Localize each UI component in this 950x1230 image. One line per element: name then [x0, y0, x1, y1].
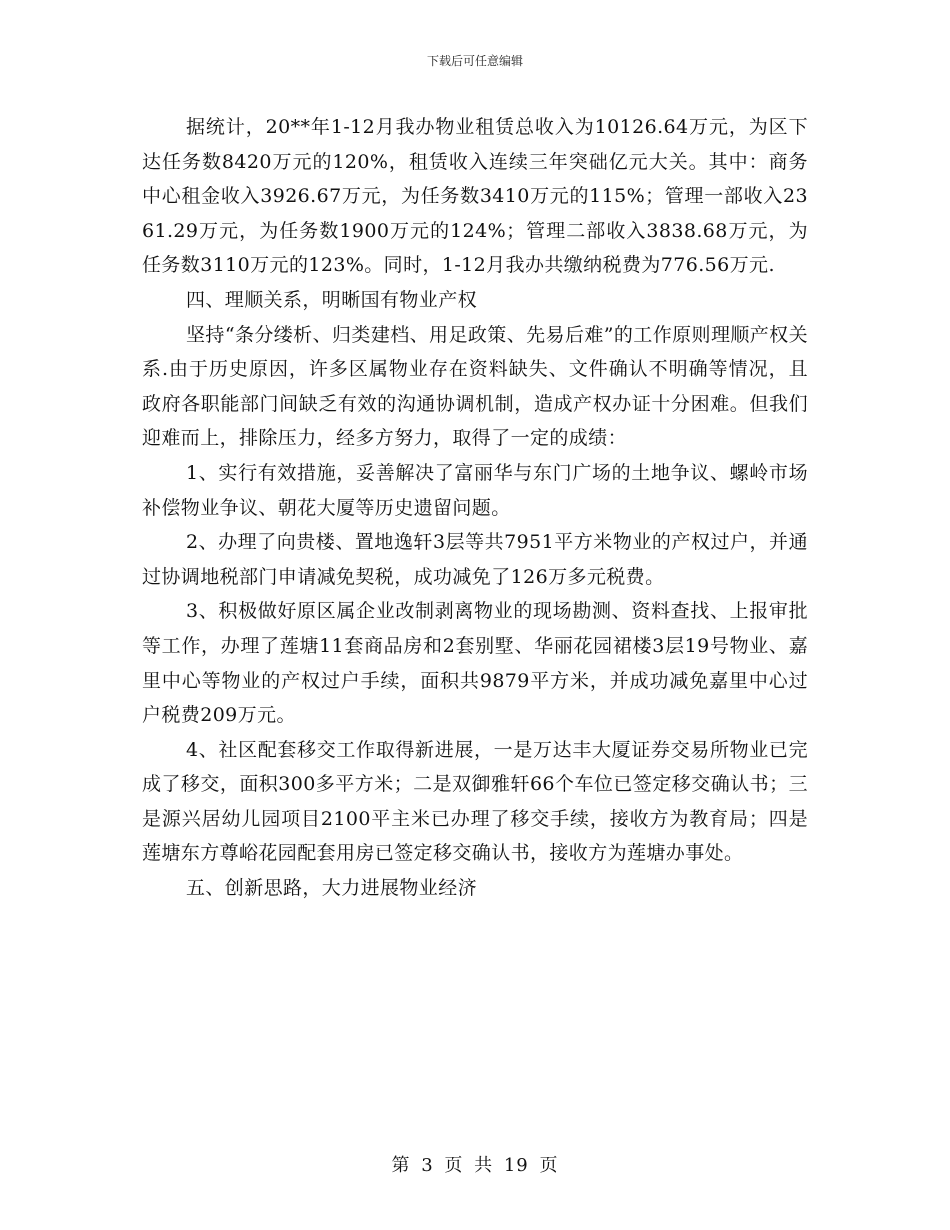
section-heading-property-rights: 四、理顺关系，明晰国有物业产权	[186, 288, 478, 311]
page-header: 下载后可任意编辑	[426, 54, 523, 68]
paragraph-rental-statistics: 据统计，20**年1-12月我办物业租赁总收入为10126.64万元，为区下达任务数8420万元的120%，租赁收入连续三年突础亿元大关。其中：商务中心租金收入3926.67万元，为任务数3410万元的115%；管理一部收入2361.29万元，为任务数1900万元的124%；管理二部收入3838.68万元，为任务数3110万元的123%。同时，1-12月我办共缴纳税费为776.56万元.	[142, 116, 808, 277]
section-heading-property-economy: 五、创新思路，大力进展物业经济	[186, 877, 478, 900]
list-item-4: 4、社区配套移交工作取得新进展，一是万达丰大厦证券交易所物业已完成了移交，面积300多平方米；二是双御雅轩66个车位已签定移交确认书；三是源兴居幼儿园项目2100平主米已办理了移交手续，接收方为教育局；四是莲塘东方尊峪花园配套用房已签定移交确认书，接收方为莲塘办事处。	[142, 738, 808, 865]
page-footer: 第 3 页 共 19 页	[391, 1155, 559, 1176]
list-item-1: 1、实行有效措施，妥善解决了富丽华与东门广场的土地争议、螺岭市场补偿物业争议、朝花大厦等历史遗留问题。	[142, 461, 808, 519]
document-body	[142, 110, 808, 906]
paragraph-property-rights-principles: 坚持“条分缕析、归类建档、用足政策、先易后难”的工作原则理顺产权关系.由于历史原因，许多区属物业存在资料缺失、文件确认不明确等情况，且政府各职能部门间缺乏有效的沟通协调机制，造成产权办证十分困难。但我们迎难而上，排除压力，经多方努力，取得了一定的成绩：	[142, 323, 808, 450]
list-item-2: 2、办理了向贵楼、置地逸轩3层等共7951平方米物业的产权过户，并通过协调地税部门申请减免契税，成功减免了126万多元税费。	[142, 531, 808, 588]
list-item-3: 3、积极做好原区属企业改制剥离物业的现场勘测、资料查找、上报审批等工作，办理了莲塘11套商品房和2套别墅、华丽花园裙楼3层19号物业、嘉里中心等物业的产权过户手续，面积共9879平方米，并成功减免嘉里中心过户税费209万元。	[142, 600, 808, 727]
